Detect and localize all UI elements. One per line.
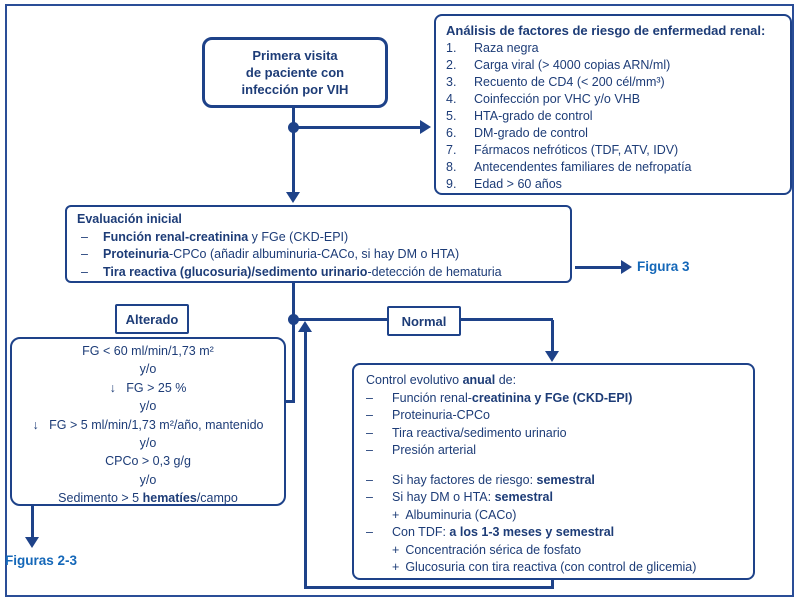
altered-criteria-box — [10, 337, 286, 506]
connector-feedback-horizontal — [304, 586, 554, 589]
criteria-line: y/o — [139, 399, 157, 414]
arrowhead-right-to-risk-box — [420, 120, 431, 134]
risk-item: 8. Antecendentes familiares de nefropatía — [446, 160, 692, 174]
risk-item: 4. Coinfección por VHC y/o VHB — [446, 92, 641, 106]
criteria-line: FG < 60 ml/min/1,73 m² — [82, 344, 214, 358]
evaluation-item: – Proteinuria-CPCo (añadir albuminuria-CACo, si hay DM o HTA) — [81, 247, 460, 261]
criteria-line: CPCo > 0,3 g/g — [105, 454, 191, 469]
criteria-line: y/o — [139, 472, 157, 487]
normal-label: Normal — [401, 313, 447, 329]
alterado-label: Alterado — [125, 311, 179, 327]
criteria-line: y/o — [139, 436, 157, 451]
risk-item: 3. Recuento de CD4 (< 200 cél/mm³) — [446, 75, 665, 89]
criteria-line: ↓ FG > 5 ml/min/1,73 m²/año, mantenido — [32, 417, 264, 432]
arrowhead-up-feedback — [298, 321, 312, 332]
criteria-line: ↓ FG > 25 % — [109, 380, 187, 395]
alterado-label-box — [115, 304, 189, 334]
risk-item: 9. Edad > 60 años — [446, 177, 562, 191]
control-item: – Función renal-creatinina y FGe (CKD-EPI) — [366, 390, 633, 405]
normal-label-box — [387, 306, 461, 336]
control-item: – Con TDF: a los 1-3 meses y semestral — [366, 525, 615, 539]
evaluation-title: Evaluación inicial — [77, 212, 182, 226]
start-box-line: de paciente con — [245, 65, 345, 80]
connector-branch-to-altered — [292, 320, 295, 403]
risk-factors-box — [434, 14, 792, 195]
evaluation-box — [65, 205, 572, 283]
control-item: – Proteinuria-CPCo — [366, 408, 490, 422]
control-item: – Si hay factores de riesgo: semestral — [366, 472, 595, 487]
figura3-label: Figura 3 — [637, 259, 690, 274]
risk-item: 6. DM-grado de control — [446, 126, 588, 140]
control-item: – Si hay DM o HTA: semestral — [366, 490, 553, 504]
control-spacer — [366, 460, 743, 472]
start-box-line: infección por VIH — [241, 82, 349, 97]
connector-to-figuras23 — [31, 505, 34, 537]
arrowhead-down-to-control — [545, 351, 559, 362]
control-title: Control evolutivo anual de: — [366, 373, 517, 387]
figuras23-label: Figuras 2-3 — [5, 553, 78, 568]
connector-feedback-vertical — [304, 332, 307, 588]
risk-item: 1. Raza negra — [446, 41, 539, 55]
connector-start-to-evaluation — [292, 108, 295, 193]
connector-feedback-from-control — [551, 580, 554, 589]
evaluation-item: – Tira reactiva (glucosuria)/sedimento urinario-detección de hematuria — [81, 264, 502, 279]
evaluation-item: – Función renal-creatinina y FGe (CKD-EPI) — [81, 229, 349, 244]
control-subitem: + Concentración sérica de fosfato — [392, 542, 582, 557]
connector-to-figura3 — [575, 266, 621, 269]
risk-item: 5. HTA-grado de control — [446, 109, 593, 123]
arrowhead-down-to-evaluation — [286, 192, 300, 203]
criteria-line: Sedimento > 5 hematíes/campo — [58, 491, 238, 506]
control-subitem: + Albuminuria (CACo) — [392, 507, 517, 522]
risk-item: 2. Carga viral (> 4000 copias ARN/ml) — [446, 58, 671, 72]
arrowhead-right-figura3 — [621, 260, 632, 274]
risk-factors-title: Análisis de factores de riesgo de enfermedad renal: — [446, 23, 766, 38]
control-item: – Tira reactiva/sedimento urinario — [366, 425, 567, 440]
control-box — [352, 363, 755, 580]
connector-to-risk-box — [293, 126, 420, 129]
connector-normal-to-control — [551, 320, 554, 351]
risk-item: 7. Fármacos nefróticos (TDF, ATV, IDV) — [446, 143, 679, 157]
start-box — [202, 37, 388, 108]
control-item: – Presión arterial — [366, 443, 477, 457]
arrowhead-down-figuras23 — [25, 537, 39, 548]
control-subitem: + Glucosuria con tira reactiva (con control de glicemia) — [392, 560, 697, 574]
start-box-line: Primera visita — [252, 48, 338, 63]
criteria-line: y/o — [139, 362, 157, 377]
